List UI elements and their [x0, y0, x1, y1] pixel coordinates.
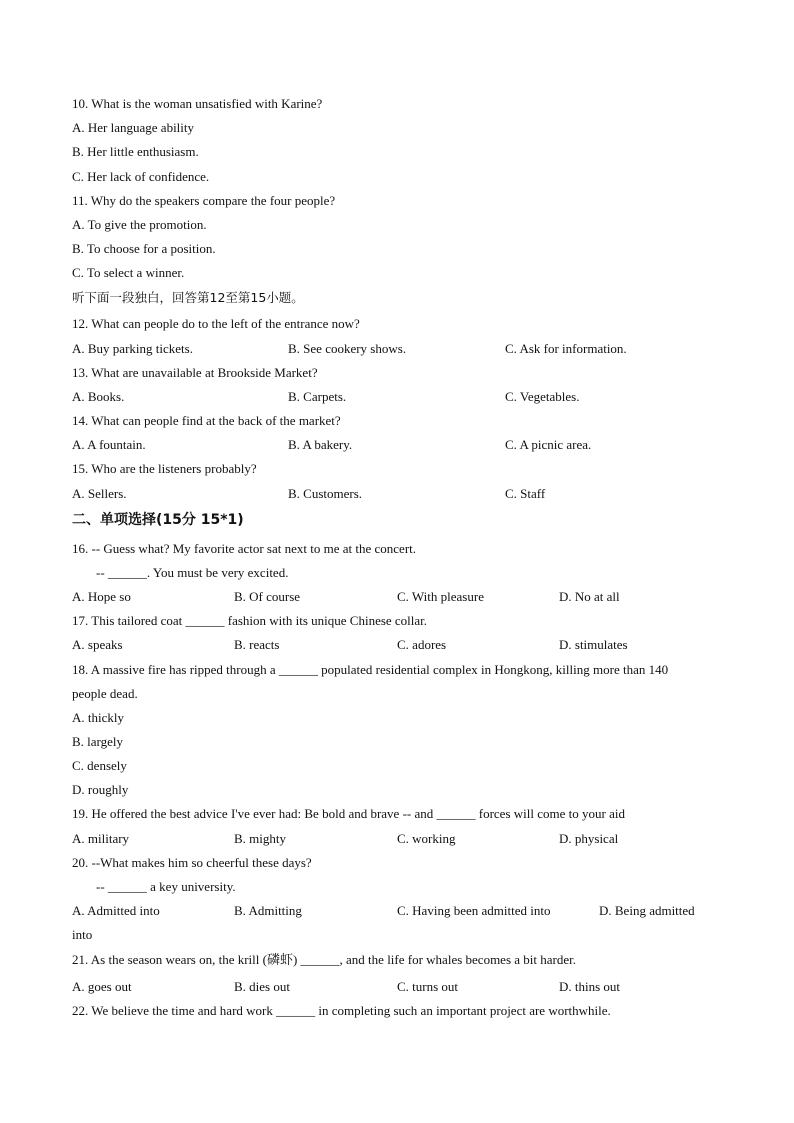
question-19-option-b: B. mighty — [234, 831, 287, 846]
question-16-option-c: C. With pleasure — [397, 589, 484, 604]
question-16-stem: 16. -- Guess what? My favorite actor sat next to me at the concert. — [72, 541, 417, 556]
question-18-option-d: D. roughly — [72, 782, 129, 797]
question-11-stem: 11. Why do the speakers compare the four people? — [72, 193, 336, 208]
question-13-option-b: B. Carpets. — [288, 389, 347, 404]
question-10-stem: 10. What is the woman unsatisfied with Karine? — [72, 96, 323, 111]
question-16-option-d: D. No at all — [559, 589, 620, 604]
question-14-option-c: C. A picnic area. — [505, 437, 592, 452]
question-18-stem-line2: people dead. — [72, 686, 138, 701]
question-21-stem: 21. As the season wears on, the krill (磷虾) ______, and the life for whales becomes a bit harder. — [72, 952, 576, 967]
question-22-stem: 22. We believe the time and hard work ______ in completing such an important project are worthwhile. — [72, 1003, 611, 1018]
question-20-reply: -- ______ a key university. — [96, 879, 236, 894]
question-17-option-b: B. reacts — [234, 637, 280, 652]
question-20-option-d-wrap: into — [72, 927, 93, 942]
question-10-option-b: B. Her little enthusiasm. — [72, 144, 199, 159]
question-11-option-b: B. To choose for a position. — [72, 241, 216, 256]
question-14-option-a: A. A fountain. — [72, 437, 146, 452]
question-21-option-d: D. thins out — [559, 979, 621, 994]
question-15-stem: 15. Who are the listeners probably? — [72, 461, 257, 476]
question-14-stem: 14. What can people find at the back of the market? — [72, 413, 341, 428]
question-12-stem: 12. What can people do to the left of the entrance now? — [72, 316, 360, 331]
question-21-option-a: A. goes out — [72, 979, 132, 994]
question-21-option-b: B. dies out — [234, 979, 290, 994]
question-18-stem-line1: 18. A massive fire has ripped through a ______ populated residential complex in Hongkong, killing more than 140 — [72, 662, 669, 677]
question-18-option-c: C. densely — [72, 758, 127, 773]
question-10-option-c: C. Her lack of confidence. — [72, 169, 210, 184]
question-17-option-a: A. speaks — [72, 637, 123, 652]
monologue-instruction: 听下面一段独白，回答第12至第15小题。 — [72, 290, 304, 305]
question-17-option-d: D. stimulates — [559, 637, 628, 652]
question-10-option-a: A. Her language ability — [72, 120, 195, 135]
question-19-stem: 19. He offered the best advice I've ever had: Be bold and brave -- and ______ forces will come to your aid — [72, 806, 625, 821]
question-15-option-b: B. Customers. — [288, 486, 363, 501]
question-20-option-d: D. Being admitted — [599, 903, 695, 918]
question-17-option-c: C. adores — [397, 637, 447, 652]
question-13-option-c: C. Vegetables. — [505, 389, 580, 404]
question-19-option-a: A. military — [72, 831, 130, 846]
question-16-option-a: A. Hope so — [72, 589, 131, 604]
question-19-option-c: C. working — [397, 831, 456, 846]
question-16-option-b: B. Of course — [234, 589, 301, 604]
question-15-option-c: C. Staff — [505, 486, 546, 501]
question-20-option-a: A. Admitted into — [72, 903, 160, 918]
question-20-option-b: B. Admitting — [234, 903, 302, 918]
question-18-option-a: A. thickly — [72, 710, 124, 725]
question-19-option-d: D. physical — [559, 831, 619, 846]
question-13-option-a: A. Books. — [72, 389, 125, 404]
question-11-option-c: C. To select a winner. — [72, 265, 185, 280]
question-11-option-a: A. To give the promotion. — [72, 217, 207, 232]
question-17-stem: 17. This tailored coat ______ fashion with its unique Chinese collar. — [72, 613, 428, 628]
question-12-option-c: C. Ask for information. — [505, 341, 627, 356]
question-12-option-a: A. Buy parking tickets. — [72, 341, 193, 356]
question-16-reply: -- ______. You must be very excited. — [96, 565, 289, 580]
question-14-option-b: B. A bakery. — [288, 437, 353, 452]
question-21-option-c: C. turns out — [397, 979, 459, 994]
question-20-option-c: C. Having been admitted into — [397, 903, 551, 918]
question-12-option-b: B. See cookery shows. — [288, 341, 407, 356]
question-18-option-b: B. largely — [72, 734, 124, 749]
question-15-option-a: A. Sellers. — [72, 486, 127, 501]
question-20-stem: 20. --What makes him so cheerful these days? — [72, 855, 312, 870]
section-2-heading: 二、单项选择(15分 15*1) — [72, 512, 244, 528]
question-13-stem: 13. What are unavailable at Brookside Market? — [72, 365, 318, 380]
